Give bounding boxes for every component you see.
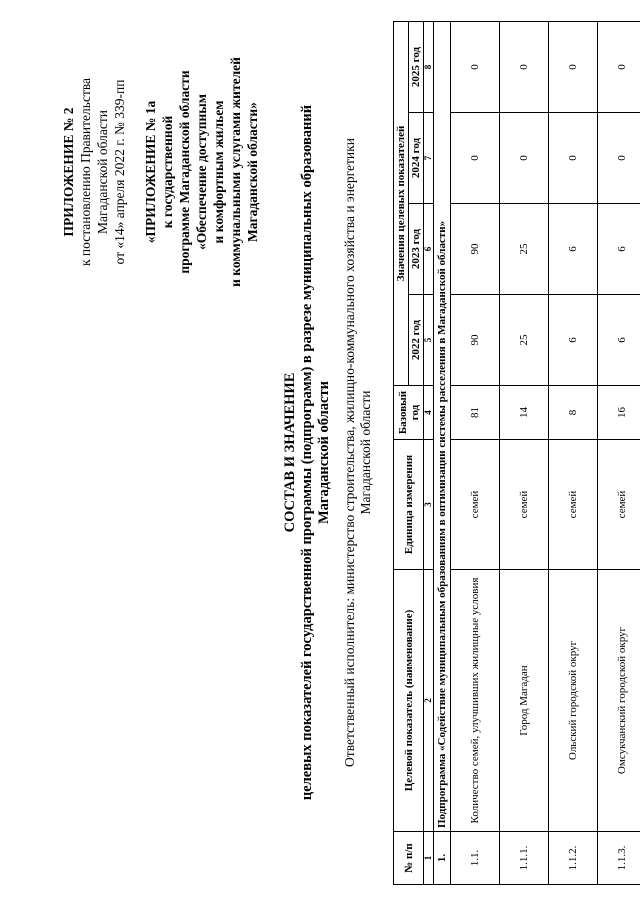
row-2025: 0 xyxy=(598,21,640,112)
row-num: 1.1.3. xyxy=(598,832,640,885)
row-unit: семей xyxy=(451,440,500,570)
row-2025: 0 xyxy=(549,21,598,112)
row-2022: 6 xyxy=(549,295,598,386)
heading-line: целевых показателей государственной программы (подпрограмм) в разрезе муниципальных образований xyxy=(299,104,315,801)
responsible-executor xyxy=(342,60,374,845)
row-2023: 90 xyxy=(451,204,500,295)
row-num: 1.1.2. xyxy=(549,832,598,885)
header-2025: 2025 год xyxy=(409,21,424,112)
row-num: 1.1. xyxy=(451,832,500,885)
col-number: 2 xyxy=(424,570,434,832)
header-values: Значения целевых показателей xyxy=(394,21,409,385)
document-heading xyxy=(282,0,333,905)
row-2022: 6 xyxy=(598,295,640,386)
column-numbers-row xyxy=(424,21,434,884)
row-2022: 25 xyxy=(500,295,549,386)
row-unit: семей xyxy=(598,440,640,570)
row-2022: 90 xyxy=(451,295,500,386)
header-base-year: Базовый год xyxy=(394,386,424,440)
row-2024: 0 xyxy=(451,113,500,204)
executor-line: Магаданской области xyxy=(358,390,373,515)
row-num: 1.1.1. xyxy=(500,832,549,885)
col-number: 6 xyxy=(424,204,434,295)
row-2023: 25 xyxy=(500,204,549,295)
table-row xyxy=(549,21,598,884)
appendix-line: и коммунальными услугами жителей xyxy=(228,57,243,287)
header-2022: 2022 год xyxy=(409,295,424,386)
row-2024: 0 xyxy=(500,113,549,204)
indicators-table xyxy=(393,21,640,885)
row-unit: семей xyxy=(500,440,549,570)
executor-line: Ответственный исполнитель: министерство строительства, жилищно-коммунального хозяйства и энергетики xyxy=(342,138,357,767)
appendix-block xyxy=(60,22,261,322)
col-number: 4 xyxy=(424,386,434,440)
header-2024: 2024 год xyxy=(409,113,424,204)
row-indicator: Количество семей, улучшивших жилищные условия xyxy=(451,570,500,832)
table-row xyxy=(500,21,549,884)
heading-title: СОСТАВ И ЗНАЧЕНИЕ xyxy=(282,372,298,533)
appendix-line: Магаданской области» xyxy=(245,102,260,242)
row-2023: 6 xyxy=(598,204,640,295)
appendix-line: к государственной xyxy=(160,115,175,229)
row-base: 14 xyxy=(500,386,549,440)
subprogram-num: 1. xyxy=(434,832,451,885)
col-number: 7 xyxy=(424,113,434,204)
row-2025: 0 xyxy=(500,21,549,112)
row-2025: 0 xyxy=(451,21,500,112)
header-indicator: Целевой показатель (наименование) xyxy=(394,570,424,832)
row-2023: 6 xyxy=(549,204,598,295)
col-number: 3 xyxy=(424,440,434,570)
appendix-title: ПРИЛОЖЕНИЕ № 2 xyxy=(61,107,76,237)
row-base: 8 xyxy=(549,386,598,440)
row-2024: 0 xyxy=(549,113,598,204)
row-2024: 0 xyxy=(598,113,640,204)
table-row xyxy=(598,21,640,884)
row-base: 81 xyxy=(451,386,500,440)
appendix-line: и комфортным жильем xyxy=(211,100,226,244)
row-indicator: Город Магадан xyxy=(500,570,549,832)
row-indicator: Ольский городской округ xyxy=(549,570,598,832)
appendix-line: «Обеспечение доступным xyxy=(194,94,209,251)
appendix-line: к постановлению Правительства xyxy=(78,77,93,267)
table-row xyxy=(451,21,500,884)
subprogram-title: Подпрограмма «Содействие муниципальным образованиям в оптимизации системы расселения в Магаданской области» xyxy=(434,21,451,831)
heading-line: Магаданской области xyxy=(316,381,332,524)
header-num: № п/п xyxy=(394,832,424,885)
col-number: 1 xyxy=(424,832,434,885)
row-indicator: Омсукчанский городской округ xyxy=(598,570,640,832)
appendix-line: Магаданской области xyxy=(95,110,110,234)
header-unit: Единица измерения xyxy=(394,440,424,570)
row-unit: семей xyxy=(549,440,598,570)
appendix-line: программе Магаданской области xyxy=(177,70,192,274)
subprogram-row xyxy=(434,21,451,884)
col-number: 8 xyxy=(424,21,434,112)
appendix-subtitle: «ПРИЛОЖЕНИЕ № 1а xyxy=(143,100,158,244)
col-number: 5 xyxy=(424,295,434,386)
header-2023: 2023 год xyxy=(409,204,424,295)
row-base: 16 xyxy=(598,386,640,440)
appendix-date: от «14» апреля 2022 г. № 339-пп xyxy=(112,79,127,265)
